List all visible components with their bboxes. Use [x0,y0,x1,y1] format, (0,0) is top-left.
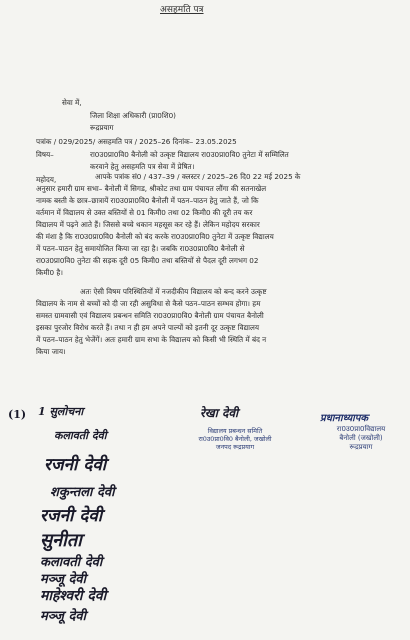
para1-line: रा0उ0प्रा0वि0 तुनेटा की सड़क दूरी 05 किमी0 तथा बस्तियों से पैदल दूरी लगभग 02 [36,256,259,265]
villager-signature: कलावती देवी [54,429,107,442]
para2-line: इसका पुरजोर विरोध करते हैं। तथा न ही हम अपने पाल्यों को इतनी दूर उत्कृष्ट विद्यालय [36,323,260,332]
smc-signature: रेखा देवी [200,406,239,420]
para1-line: विद्यालय में पढ़ने आते हैं। जिससे बच्चे थकान महसूस कर रहे हैं। लेकिन महोदय सरकार [36,220,260,229]
villager-signature: सुनीता [40,530,82,551]
vishay-line-1: रा0उ0प्रा0वि0 बैनोली को उत्कृष्ट विद्यालय रा0उ0प्रा0वि0 तुनेटा में सम्मिलित [90,150,289,159]
para1-line: अनुसार हमारी ग्राम सभा– बैनोली में सिगड, श्रीकोट तथा ग्राम पंचायत लौंगा की सतनाखेल [36,184,267,193]
villager-signature: शकुन्तला देवी [50,485,115,500]
to-line-3: रूद्रप्रयाग [90,123,114,132]
villager-signature: माहेश्वरी देवी [40,588,107,604]
para1-line: नामक बस्ती के छात्र–छात्रायें रा0उ0प्रा0वि0 बैनोली में पठन–पाठन हेतु जाते हैं, जो कि [36,196,259,205]
para2-line: किया जाय। [36,347,66,356]
villager-signature: मञ्जू देवी [40,609,86,624]
stamp-text: जनपद रूद्रप्रयाग [215,443,255,451]
para2-line: समस्त ग्रामवासी एवं विद्यालय प्रबन्धन समिति रा0उ0प्रा0वि0 बैनोली ग्राम पंचायत बैनोली [36,311,264,320]
para2-line: विद्यालय के नाम से बच्चों को दी जा रही असुविधा से कैसे पठन–पाठन सम्भव होगा। हम [36,299,261,308]
to-line-1: सेवा में, [62,98,82,107]
to-line-2: जिला शिक्षा अधिकारी (प्रा0शि0) [90,111,176,120]
para2-line: अतः ऐसी विषम परिस्थितियों में नजदीकीय विद्यालय को बन्द करने उत्कृष्ट [80,287,267,296]
para2-line: में पठन–पाठन हेतु भेजेंगें। अतः हमारी ग्राम सभा के विद्यालय को किसी भी स्थिति में बंद न [36,335,267,344]
signature-first: 1 सुलोचना [38,405,84,418]
villager-signature: रजनी देवी [40,506,103,526]
headmaster-signature: प्रधानाध्यापक [320,413,369,424]
patrank-line: पत्रांक / 029/2025/ असहमति पत्र / 2025–26 दिनांक– 23.05.2025 [36,137,237,146]
stamp-text: रूद्रप्रयाग [349,442,373,451]
para1-line: में पठन–पाठन हेतु समायोजित किया जा रहा है। जबकि रा0उ0प्रा0वि0 बैनोली से [36,244,245,253]
para1-line: किमी0 है। [36,268,63,277]
stamp-text: रा0उ0प्रा0विद्यालय [336,425,386,433]
row-marker: (1) [8,408,27,421]
para1-line: वर्तमान में विद्यालय से उक्त बस्तियों से 01 किमी0 तथा 02 किमी0 की दूरी तय कर [36,208,253,217]
smc-stamp [174,426,296,452]
villager-signature: मञ्जू देवी [40,572,86,587]
headmaster-stamp [318,424,404,452]
letter-header: असहमति पत्र [160,5,204,15]
salutation: महोदय, [36,175,57,184]
villager-signature: रजनी देवी [44,455,107,475]
stamp-text: विद्यालय प्रबन्धन समिति [207,427,263,435]
para1-line: आपके पत्रांक सं0 / 437–39 / क्लस्टर / 2025–26 दि0 22 मई 2025 के [95,172,301,181]
stamp-text: बैनोली (जखोली) [339,433,383,442]
villager-signature: कलावती देवी [40,555,103,570]
stamp-text: रा0उ0प्रा0वि0 बैनोली, जखोली [198,435,272,443]
para1-line: की मंशा है कि रा0उ0प्रा0वि0 बैनोली को बंद करके रा0उ0प्रा0वि0 तुनेटा में उत्कृष्ट विद्यालय [36,232,274,241]
vishay-line-2: करवाने हेतु असहमति पत्र सेवा में प्रेषित। [90,162,195,171]
vishay-label: विषय– [36,150,54,159]
